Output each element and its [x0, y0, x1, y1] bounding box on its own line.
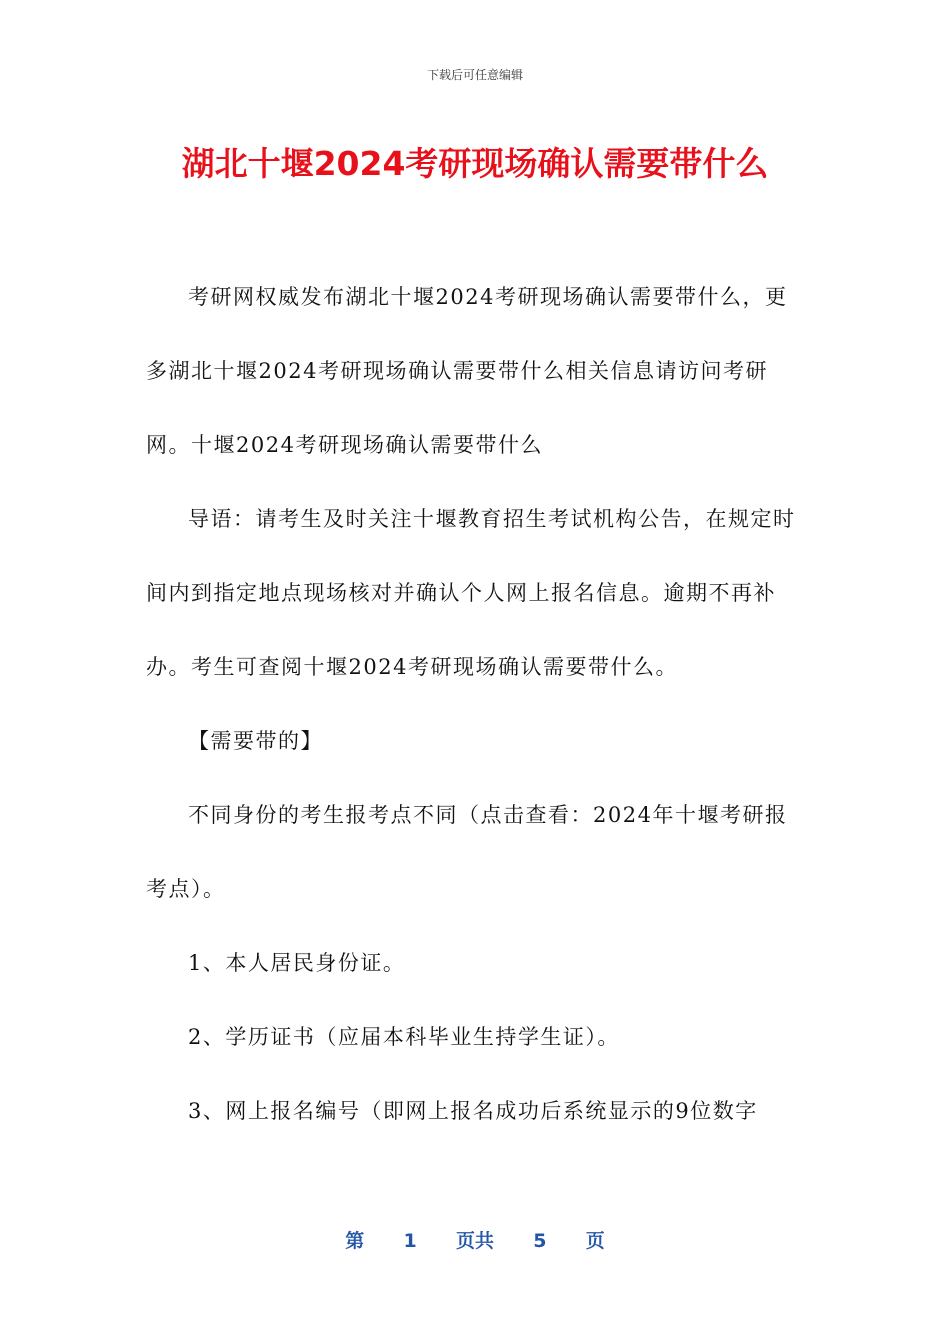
header-note: 下载后可任意编辑 [426, 68, 523, 82]
page-suffix: 页 [585, 1230, 605, 1252]
paragraph-guide: 导语：请考生及时关注十堰教育招生考试机构公告，在规定时间内到指定地点现场核对并确认个人网上报名信息。逾期不再补办。考生可查阅十堰2024考研现场确认需要带什么。 [146, 507, 796, 679]
paragraph-exam-sites: 不同身份的考生报考点不同（点击查看：2024年十堰考研报考点）。 [146, 803, 788, 901]
page-current: 1 [403, 1230, 417, 1252]
list-item-id-card: 1、本人居民身份证。 [188, 951, 406, 975]
list-item-diploma: 2、学历证书（应届本科毕业生持学生证）。 [188, 1025, 620, 1049]
list-item-registration-number: 3、网上报名编号（即网上报名成功后系统显示的9位数字 [188, 1099, 758, 1123]
page-footer [0, 1226, 950, 1253]
document-title: 湖北十堰2024考研现场确认需要带什么 [181, 144, 769, 183]
document-body [146, 260, 802, 1148]
section-heading-needs: 【需要带的】 [188, 729, 323, 753]
page-prefix: 第 [345, 1230, 365, 1252]
page-middle: 页共 [455, 1230, 494, 1252]
paragraph-intro: 考研网权威发布湖北十堰2024考研现场确认需要带什么，更多湖北十堰2024考研现场确认需要带什么相关信息请访问考研网。十堰2024考研现场确认需要带什么 [146, 285, 788, 457]
page-total: 5 [533, 1230, 547, 1252]
